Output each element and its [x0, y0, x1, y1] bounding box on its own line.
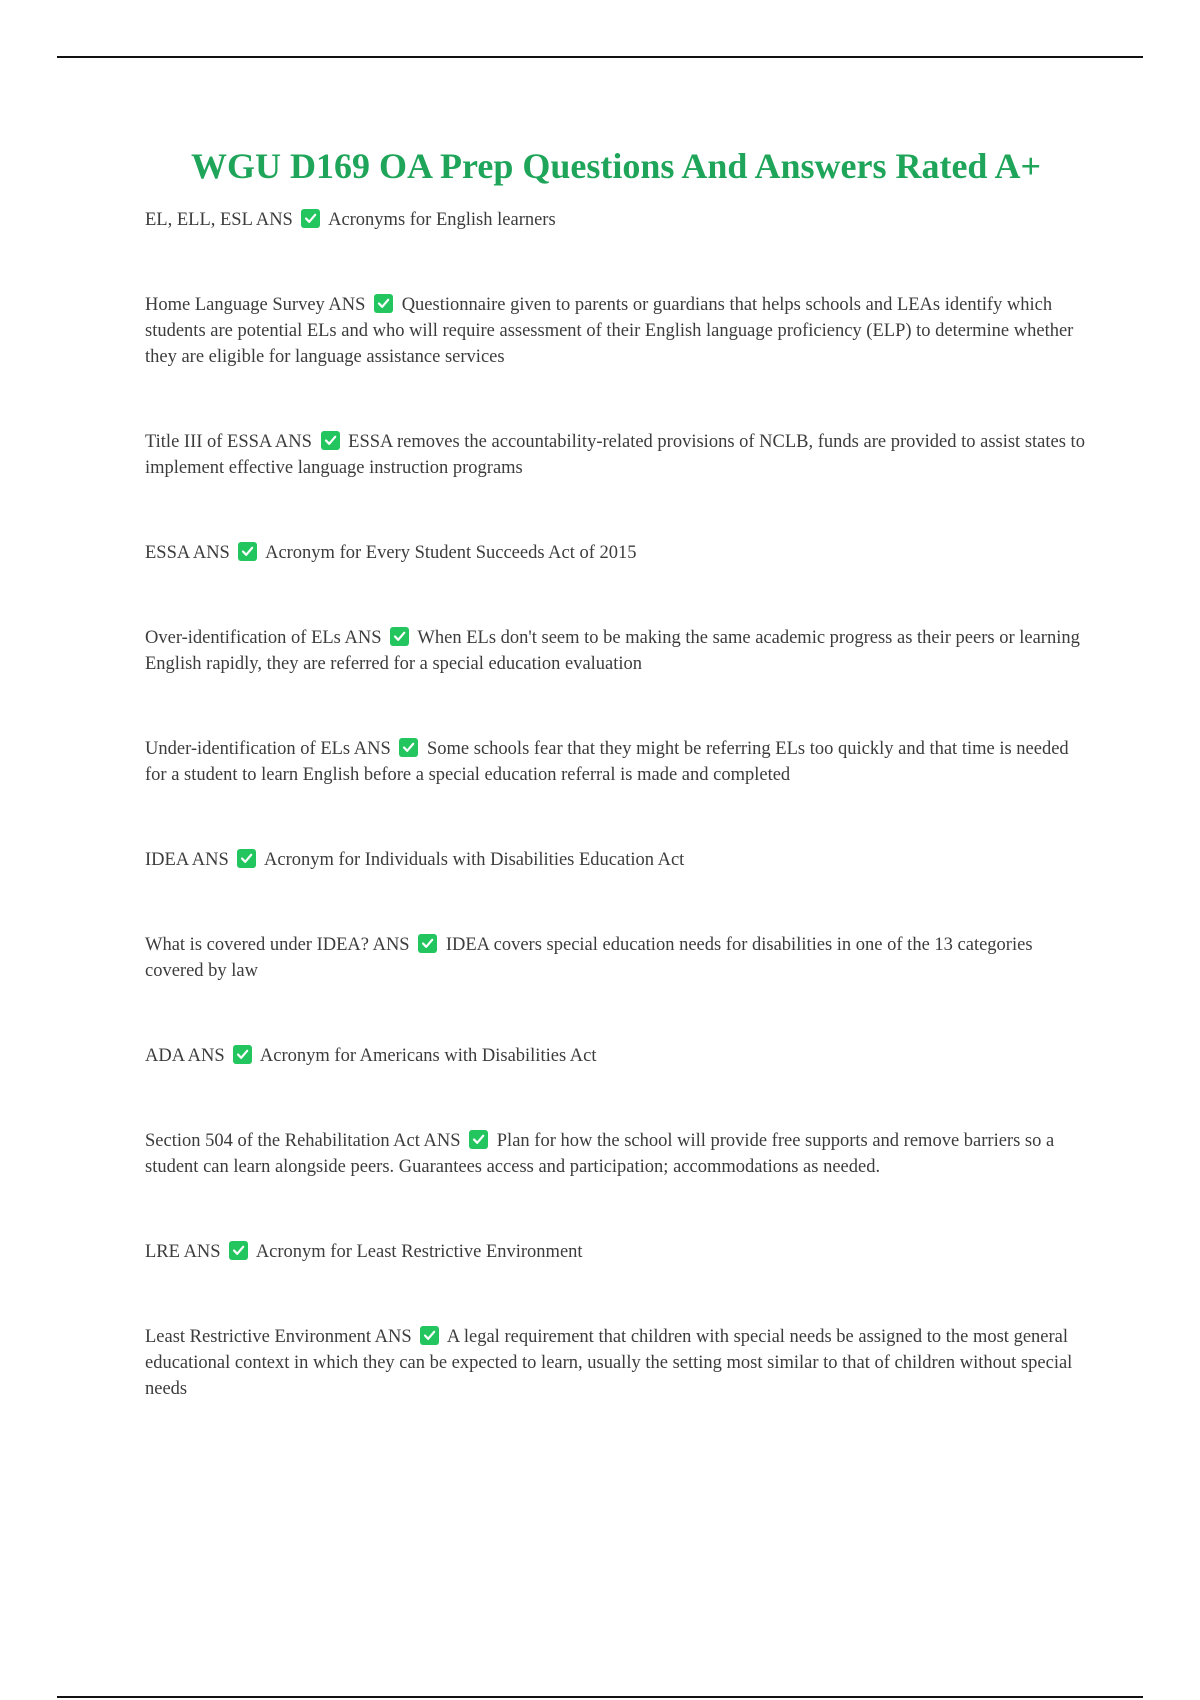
- answer: When ELs don't seem to be making the same academic progress as their peers or learning English rapidly, they are referred for a special education evaluation: [145, 628, 1080, 674]
- term: ADA: [145, 1046, 185, 1066]
- ans-label: ANS: [353, 739, 391, 759]
- check-icon: [229, 1241, 248, 1260]
- ans-label: ANS: [183, 1242, 221, 1262]
- term: LRE: [145, 1242, 180, 1262]
- answer: Plan for how the school will provide free supports and remove barriers so a student can learn alongside peers. Guarantees access and participation; accommodations as needed.: [145, 1131, 1055, 1177]
- ans-label: ANS: [374, 1327, 412, 1347]
- answer: Acronym for Individuals with Disabilities Education Act: [264, 850, 685, 870]
- ans-label: ANS: [344, 628, 382, 648]
- qa-item: [145, 207, 1091, 233]
- answer: IDEA covers special education needs for disabilities in one of the 13 categories covered by law: [145, 935, 1033, 981]
- qa-item: [145, 429, 1091, 481]
- answer: Some schools fear that they might be referring ELs too quickly and that time is needed for a student to learn English before a special education referral is made and completed: [145, 739, 1069, 785]
- answer: ESSA removes the accountability-related provisions of NCLB, funds are provided to assist states to implement effective language instruction programs: [145, 432, 1085, 478]
- bottom-rule: [57, 1696, 1143, 1698]
- answer: Acronyms for English learners: [328, 210, 556, 230]
- ans-label: ANS: [372, 935, 410, 955]
- answer: Acronym for Americans with Disabilities Act: [259, 1046, 597, 1066]
- qa-item: [145, 932, 1091, 984]
- check-icon: [420, 1326, 439, 1345]
- term: IDEA: [145, 850, 189, 870]
- check-icon: [321, 431, 340, 450]
- check-icon: [233, 1045, 252, 1064]
- term: Least Restrictive Environment: [145, 1327, 372, 1347]
- qa-item: [145, 1324, 1091, 1402]
- answer: Acronym for Least Restrictive Environment: [255, 1242, 583, 1262]
- term: What is covered under IDEA?: [145, 935, 369, 955]
- ans-label: ANS: [328, 295, 366, 315]
- answer: A legal requirement that children with special needs be assigned to the most general educational context in which they can be expected to learn, usually the setting most similar to that of children without special needs: [145, 1327, 1073, 1399]
- qa-list: [145, 207, 1091, 1461]
- ans-label: ANS: [255, 210, 293, 230]
- check-icon: [301, 209, 320, 228]
- term: Home Language Survey: [145, 295, 325, 315]
- check-icon: [374, 294, 393, 313]
- ans-label: ANS: [423, 1131, 461, 1151]
- qa-item: [145, 736, 1091, 788]
- ans-label: ANS: [191, 850, 229, 870]
- ans-label: ANS: [187, 1046, 225, 1066]
- check-icon: [237, 849, 256, 868]
- check-icon: [469, 1130, 488, 1149]
- qa-item: [145, 292, 1091, 370]
- ans-label: ANS: [274, 432, 312, 452]
- answer: Questionnaire given to parents or guardians that helps schools and LEAs identify which students are potential ELs and who will require assessment of their English language proficiency (ELP) to determine whether they are eligible for language assistance services: [145, 295, 1074, 367]
- check-icon: [238, 542, 257, 561]
- answer: Acronym for Every Student Succeeds Act of 2015: [265, 543, 637, 563]
- term: Under-identification of ELs: [145, 739, 351, 759]
- term: Section 504 of the Rehabilitation Act: [145, 1131, 420, 1151]
- term: ESSA: [145, 543, 190, 563]
- qa-item: [145, 1128, 1091, 1180]
- qa-item: [145, 540, 1091, 566]
- ans-label: ANS: [192, 543, 230, 563]
- check-icon: [399, 738, 418, 757]
- qa-item: [145, 625, 1091, 677]
- term: EL, ELL, ESL: [145, 210, 253, 230]
- qa-item: [145, 1043, 1091, 1069]
- top-rule: [57, 56, 1143, 58]
- term: Title III of ESSA: [145, 432, 272, 452]
- qa-item: [145, 1239, 1091, 1265]
- qa-item: [145, 847, 1091, 873]
- term: Over-identification of ELs: [145, 628, 341, 648]
- check-icon: [390, 627, 409, 646]
- check-icon: [418, 934, 437, 953]
- page-title: WGU D169 OA Prep Questions And Answers Rated A+: [191, 146, 1041, 186]
